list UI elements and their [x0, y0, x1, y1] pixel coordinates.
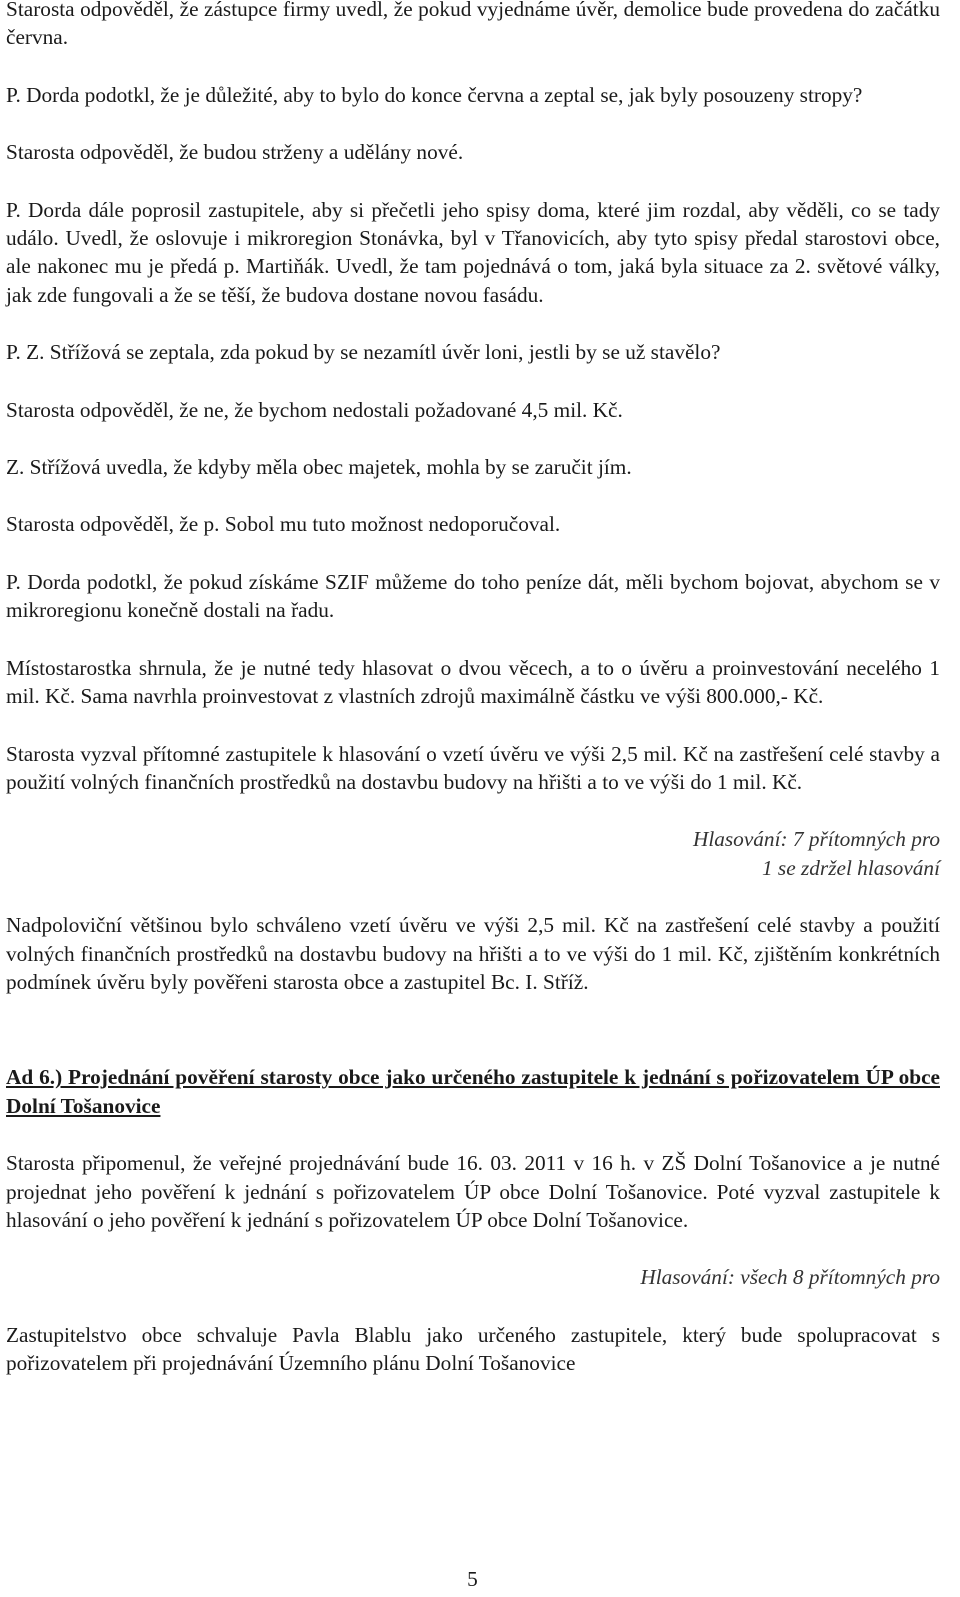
document-body — [6, 0, 940, 1407]
vote-result-line: 1 se zdržel hlasování — [761, 855, 940, 880]
paragraph: Starosta odpověděl, že p. Sobol mu tuto možnost nedoporučoval. — [6, 512, 561, 537]
vote-result: Hlasování: všech 8 přítomných pro — [640, 1265, 940, 1290]
paragraph: P. Z. Střížová se zeptala, zda pokud by se nezamítl úvěr loni, jestli by se už stavělo? — [6, 340, 721, 365]
paragraph: P. Dorda podotkl, že pokud získáme SZIF můžeme do toho peníze dát, měli bychom bojovat, abychom se v mikroregionu konečně dostali na řadu. — [6, 569, 940, 623]
paragraph: Z. Střížová uvedla, že kdyby měla obec majetek, mohla by se zaručit jím. — [6, 455, 632, 480]
resolution-paragraph: Nadpoloviční většinou bylo schváleno vzetí úvěru ve výši 2,5 mil. Kč na zastřešení celé stavby a použití volných finančních prostředků na dostavbu budovy na hřišti a to ve výši do 1 mil. Kč, zjištěním konkrétních podmínek úvěru byly pověřeni starosta obce a zastupitel Bc. I. Stříž. — [6, 913, 940, 994]
paragraph: Starosta připomenul, že veřejné projednávání bude 16. 03. 2011 v 16 h. v ZŠ Dolní Tošanovice a je nutné projednat jeho pověření k jednání s pořizovatelem ÚP obce Dolní Tošanovice. Poté vyzval zastupitele k hlasování o jeho pověření k jednání s pořizovatelem ÚP obce Dolní Tošanovice. — [6, 1151, 940, 1232]
paragraph: Starosta odpověděl, že budou strženy a udělány nové. — [6, 140, 464, 165]
paragraph: Místostarostka shrnula, že je nutné tedy hlasovat o dvou věcech, a to o úvěru a proinvestování necelého 1 mil. Kč. Sama navrhla proinvestovat z vlastních zdrojů maximálně částku ve výši 800.000,- Kč. — [6, 655, 940, 709]
resolution-paragraph: Zastupitelstvo obce schvaluje Pavla Blablu jako určeného zastupitele, který bude spolupracovat s pořizovatelem při projednávání Územního plánu Dolní Tošanovice — [6, 1322, 940, 1376]
paragraph: Starosta odpověděl, že zástupce firmy uvedl, že pokud vyjednáme úvěr, demolice bude provedena do začátku června. — [6, 0, 940, 50]
paragraph: Starosta odpověděl, že ne, že bychom nedostali požadované 4,5 mil. Kč. — [6, 397, 623, 422]
paragraph: P. Dorda podotkl, že je důležité, aby to bylo do konce června a zeptal se, jak byly posouzeny stropy? — [6, 82, 863, 107]
page-number: 5 — [467, 1567, 478, 1591]
vote-result — [6, 825, 940, 882]
paragraph: P. Dorda dále poprosil zastupitele, aby si přečetli jeho spisy doma, které jim rozdal, aby věděli, co se tady událo. Uvedl, že oslovuje i mikroregion Stonávka, byl v Třanovicích, aby tyto spisy předal starostovi obce, ale nakonec mu je předá p. Martiňák. Uvedl, že tam pojednává o tom, jaká byla situace za 2. světové války, jak zde fungovali a že se těší, že budova dostane novou fasádu. — [6, 197, 940, 307]
paragraph: Starosta vyzval přítomné zastupitele k hlasování o vzetí úvěru ve výši 2,5 mil. Kč na zastřešení celé stavby a použití volných finančních prostředků na dostavbu budovy na hřišti a to ve výši do 1 mil. Kč. — [6, 741, 940, 794]
vote-result-line: Hlasování: 7 přítomných pro — [692, 827, 940, 852]
section-heading: Ad 6.) Projednání pověření starosty obce jako určeného zastupitele k jednání s pořizovatelem ÚP obce Dolní Tošanovice — [6, 1065, 940, 1118]
